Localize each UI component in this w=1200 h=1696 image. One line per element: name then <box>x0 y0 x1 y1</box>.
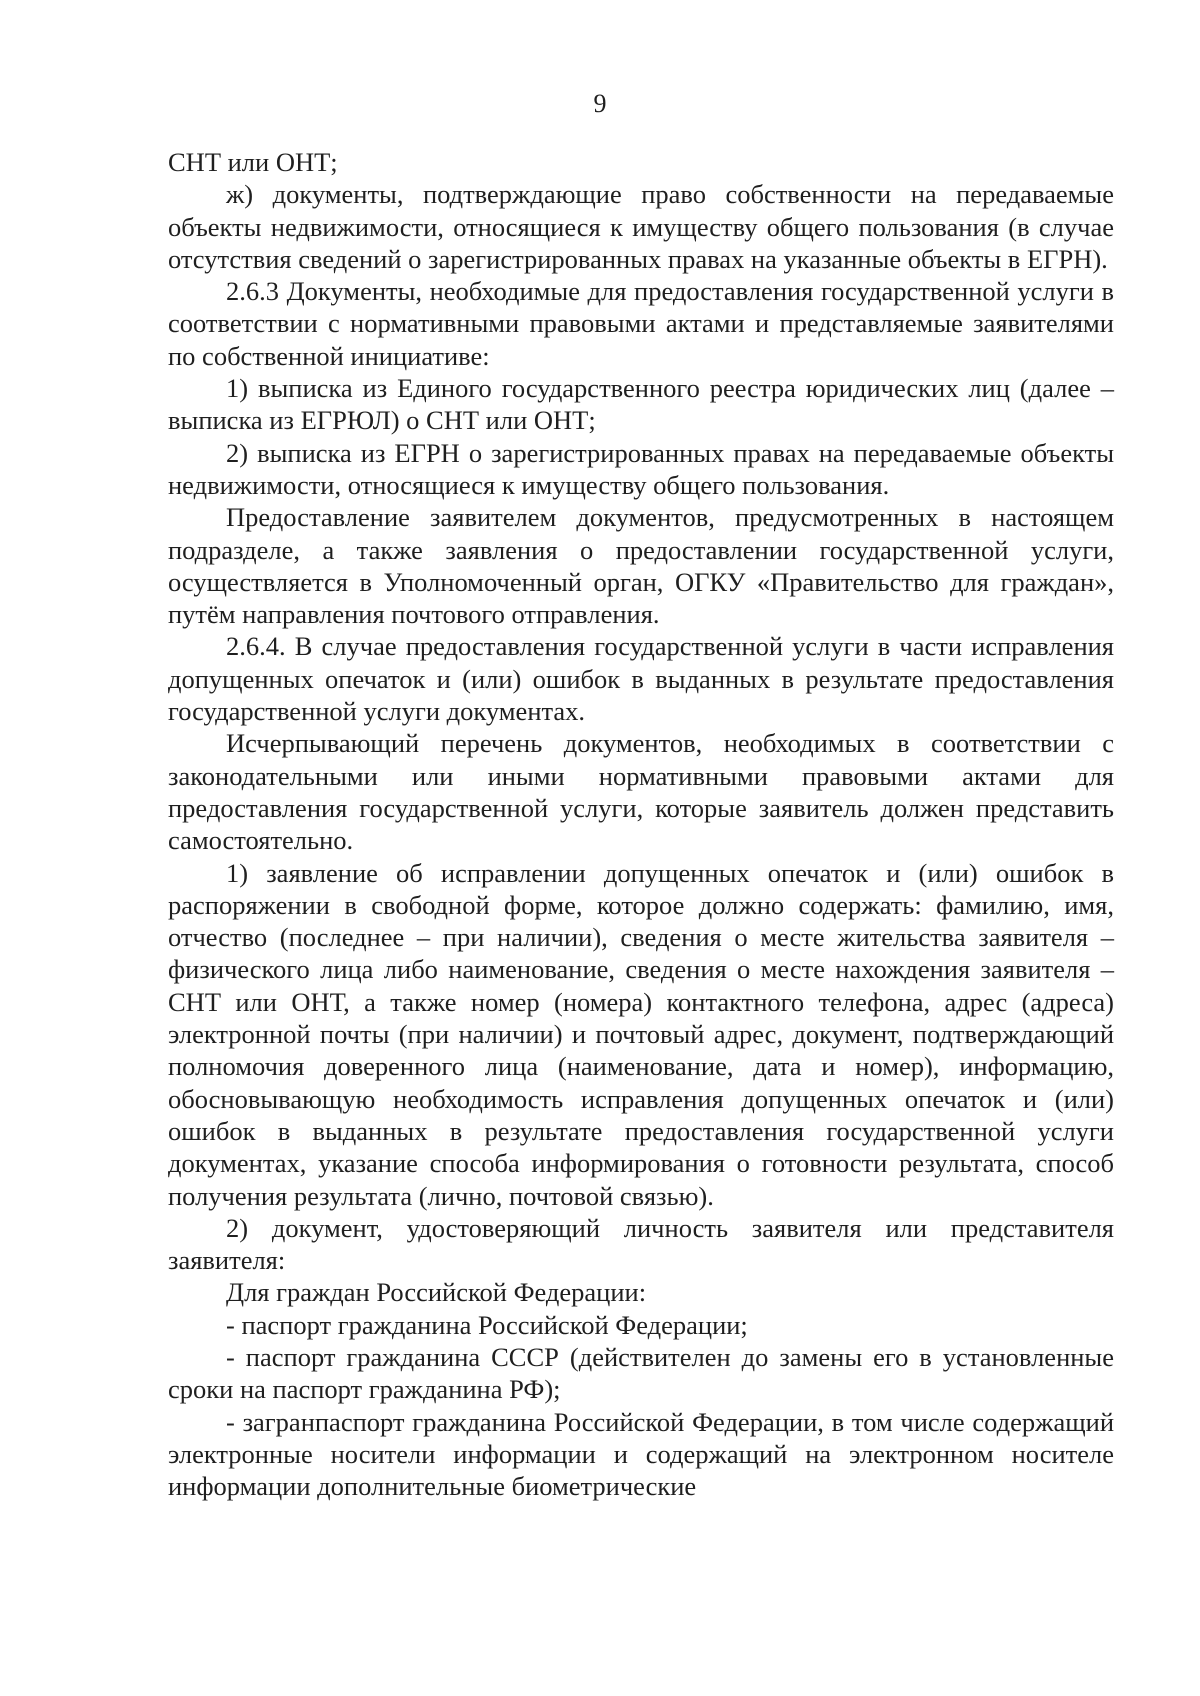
paragraph: - паспорт гражданина Российской Федерации; <box>226 1309 748 1340</box>
paragraph: 2.6.3 Документы, необходимые для предоставления государственной услуги в соответствии с нормативными правовыми актами и представляемые заявителями по собственной инициативе: <box>168 276 1114 371</box>
paragraph: - загранпаспорт гражданина Российской Федерации, в том числе содержащий электронные носители информации и содержащий на электронном носителе информации дополнительные биометрические <box>168 1406 1114 1502</box>
paragraph: 1) заявление об исправлении допущенных опечаток и (или) ошибок в распоряжении в свободной форме, которое должно содержать: фамилию, имя, отчество (последнее – при наличии), сведения о месте жительства заявителя – физического лица либо наименование, сведения о месте нахождения заявителя – СНТ или ОНТ, а также номер (номера) контактного телефона, адрес (адреса) электронной почты (при наличии) и почтовый адрес, документ, подтверждающий полномочия доверенного лица (наименование, дата и номер), информацию, обосновывающую необходимость исправления допущенных опечаток и (или) ошибок в выданных в результате предоставления государственной услуги документах, указание способа информирования о готовности результата, способ получения результата (лично, почтовой связью). <box>168 857 1114 1211</box>
paragraph: 2.6.4. В случае предоставления государственной услуги в части исправления допущенных опечаток и (или) ошибок в выданных в результате предоставления государственной услуги документах. <box>168 631 1114 727</box>
paragraph: Для граждан Российской Федерации: <box>226 1277 647 1308</box>
paragraph: 2) документ, удостоверяющий личность заявителя или представителя заявителя: <box>168 1212 1114 1276</box>
document-body <box>168 146 1114 1502</box>
paragraph: - паспорт гражданина СССР (действителен до замены его в установленные сроки на паспорт гражданина РФ); <box>168 1341 1114 1405</box>
paragraph: Исчерпывающий перечень документов, необходимых в соответствии с законодательными или иными нормативными правовыми актами для предоставления государственной услуги, которые заявитель должен представить самостоятельно. <box>168 728 1114 856</box>
paragraph: 2) выписка из ЕГРН о зарегистрированных правах на передаваемые объекты недвижимости, относящиеся к имуществу общего пользования. <box>168 437 1114 500</box>
paragraph: ж) документы, подтверждающие право собственности на передаваемые объекты недвижимости, относящиеся к имуществу общего пользования (в случае отсутствия сведений о зарегистрированных правах на указанные объекты в ЕГРН). <box>168 179 1114 274</box>
page-number: 9 <box>593 89 607 118</box>
paragraph: Предоставление заявителем документов, предусмотренных в настоящем подразделе, а также заявления о предоставлении государственной услуги, осуществляется в Уполномоченный орган, ОГКУ «Правительство для граждан», путём направления почтового отправления. <box>168 502 1114 630</box>
paragraph: СНТ или ОНТ; <box>168 147 338 177</box>
paragraph: 1) выписка из Единого государственного реестра юридических лиц (далее – выписка из ЕГРЮЛ) о СНТ или ОНТ; <box>168 373 1114 436</box>
